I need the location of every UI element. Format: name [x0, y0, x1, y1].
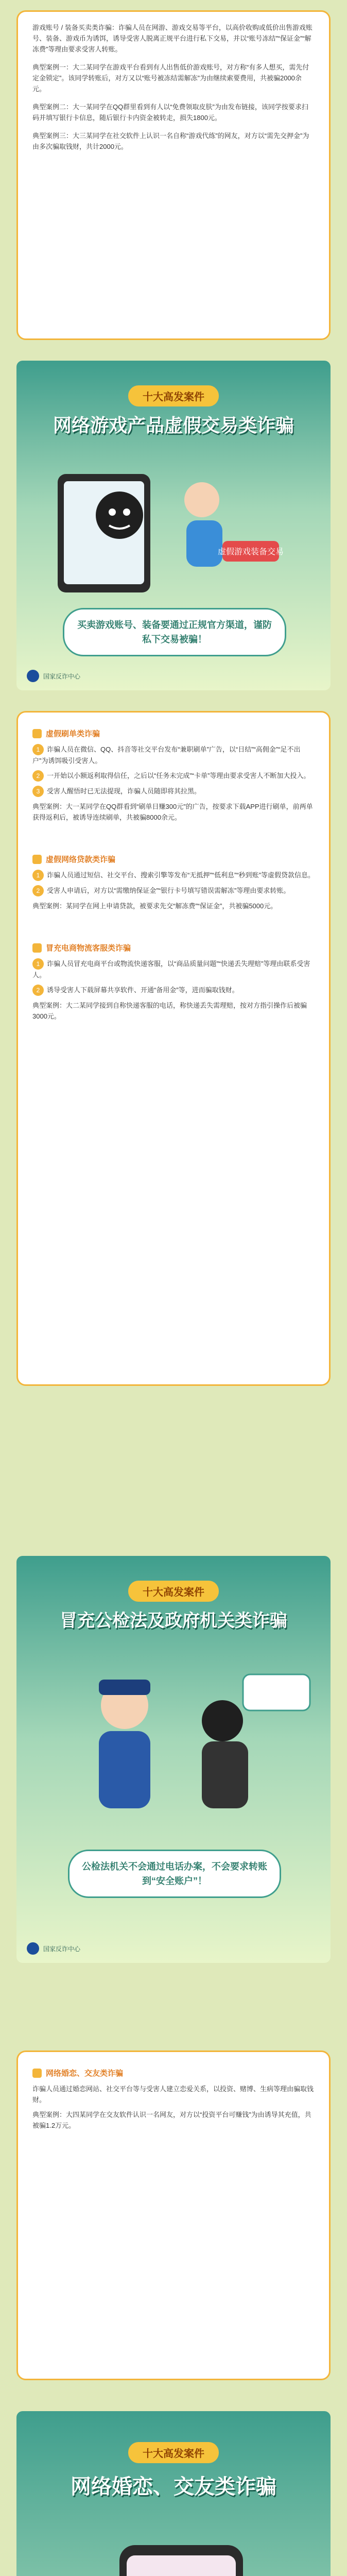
bullet-square-icon [32, 729, 42, 738]
section-list [32, 958, 315, 1022]
police-seal-icon [27, 1942, 39, 1955]
list-item: 2 一开始以小额返利取得信任，之后以“任务未完成”“卡单”等理由要求受害人不断加大投入。 [32, 770, 315, 782]
paragraph: 典型案例一：大二某同学在游戏平台看到有人出售低价游戏账号，对方称“有多人想买，需先付定金锁定”。该同学转账后，对方又以“账号被冻结需解冻”为由继续索要费用，共被骗2000余元。 [32, 63, 309, 93]
paragraph: 典型案例三：大三某同学在社交软件上认识一名自称“游戏代练”的网友，对方以“需先交押金”为由多次骗取钱财，共计2000元。 [32, 132, 309, 150]
poster-police-fraud [16, 1556, 331, 1963]
list-item: 典型案例：大四某同学在交友软件认识一名网友，对方以“投资平台可赚钱”为由诱导其充值，共被骗1.2万元。 [32, 2111, 311, 2129]
police-seal-icon [27, 670, 39, 682]
list-item: 诈骗人员通过婚恋网站、社交平台等与受害人建立恋爱关系，以投资、赌博、生病等理由骗取钱财。 [32, 2085, 314, 2104]
poster-romance-fraud [16, 2411, 331, 2576]
section-title: 虚假网络贷款类诈骗 [32, 854, 315, 865]
bullet-square-icon [32, 2069, 42, 2078]
poster-bubble: 买卖游戏账号、装备要通过正规官方渠道，谨防私下交易被骗！ [63, 608, 286, 656]
poster-headline: 网络婚恋、交友类诈骗 [71, 2476, 276, 2498]
romance-fraud-card [16, 2050, 331, 2380]
poster-footer [27, 670, 80, 682]
section-title: 网络婚恋、交友类诈骗 [32, 2067, 315, 2078]
list-item: 2 受害人申请后，对方以“需缴纳保证金”“银行卡号填写错误需解冻”等理由要求转账。 [32, 885, 315, 896]
bullet-square-icon [32, 943, 42, 953]
poster-logo-text: 国家反诈中心 [43, 1945, 81, 1953]
section-title: 冒充电商物流客服类诈骗 [32, 942, 315, 953]
list-item: 1 诈骗人员冒充电商平台或物流快递客服，以“商品质量问题”“快递丢失理赔”等理由联系受害人。 [32, 958, 315, 980]
section-list [32, 2083, 315, 2131]
poster-footer [27, 1942, 80, 1955]
poster-game-fraud [16, 361, 331, 690]
poster-caption: 虚假游戏装备交易 [217, 548, 284, 556]
list-item: 典型案例：某同学在网上申请贷款，被要求先交“解冻费”“保证金”，共被骗5000元。 [32, 902, 277, 910]
list-item: 2 诱导受害人下载屏幕共享软件、开通“备用金”等，进而骗取钱财。 [32, 985, 315, 996]
police-fraud-illustration [16, 1643, 331, 1829]
poster-logo-text: 国家反诈中心 [43, 672, 81, 680]
poster-headline: 冒充公检法及政府机关类诈骗 [60, 1611, 287, 1631]
game-fraud-illustration [16, 443, 331, 598]
section-title: 虚假刷单类诈骗 [32, 728, 315, 739]
section-list [32, 870, 315, 911]
list-item: 1 诈骗人员在微信、QQ、抖音等社交平台发布“兼职刷单”广告，以“日结”“高佣金”“足不出户”为诱饵吸引受害人。 [32, 744, 315, 766]
poster-bubble: 公检法机关不会通过电话办案，不会要求转账到“安全账户”！ [68, 1850, 281, 1898]
poster-ribbon: 十大高发案件 [128, 385, 219, 406]
poster-ribbon: 十大高发案件 [128, 1581, 219, 1602]
list-item: 3 受害人醒悟时已无法提现，诈骗人员随即将其拉黑。 [32, 786, 315, 797]
top-info-card [16, 10, 331, 340]
poster-ribbon: 十大高发案件 [128, 2442, 219, 2463]
paragraph: 典型案例二：大一某同学在QQ群里看到有人以“免费领取皮肤”为由发布链接，该同学按要求扫码并填写银行卡信息，随后银行卡内资金被转走，损失1800元。 [32, 103, 308, 122]
list-item: 典型案例：大一某同学在QQ群看到“刷单日赚300元”的广告，按要求下载APP进行刷单，前两单获得返利后，被诱导连续刷单，共被骗8000余元。 [32, 803, 313, 821]
romance-fraud-illustration [16, 2524, 331, 2576]
poster-headline: 网络游戏产品虚假交易类诈骗 [53, 415, 294, 436]
fraud-types-card [16, 711, 331, 1386]
paragraph: 游戏账号 / 装备买卖类诈骗：诈骗人员在网游、游戏交易等平台，以高价收购或低价出售游戏账号、装备、游戏币为诱饵，诱导受害人脱离正规平台进行私下交易，并以“账号冻结”“保证金”“解冻费”等理由要求受害人转账。 [32, 24, 313, 53]
bullet-square-icon [32, 855, 42, 864]
section-list [32, 744, 315, 823]
list-item: 典型案例：大二某同学接到自称快递客服的电话，称快递丢失需理赔，按对方指引操作后被骗3000元。 [32, 1002, 307, 1020]
list-item: 1 诈骗人员通过短信、社交平台、搜索引擎等发布“无抵押”“低利息”“秒到账”等虚假贷款信息。 [32, 870, 315, 881]
